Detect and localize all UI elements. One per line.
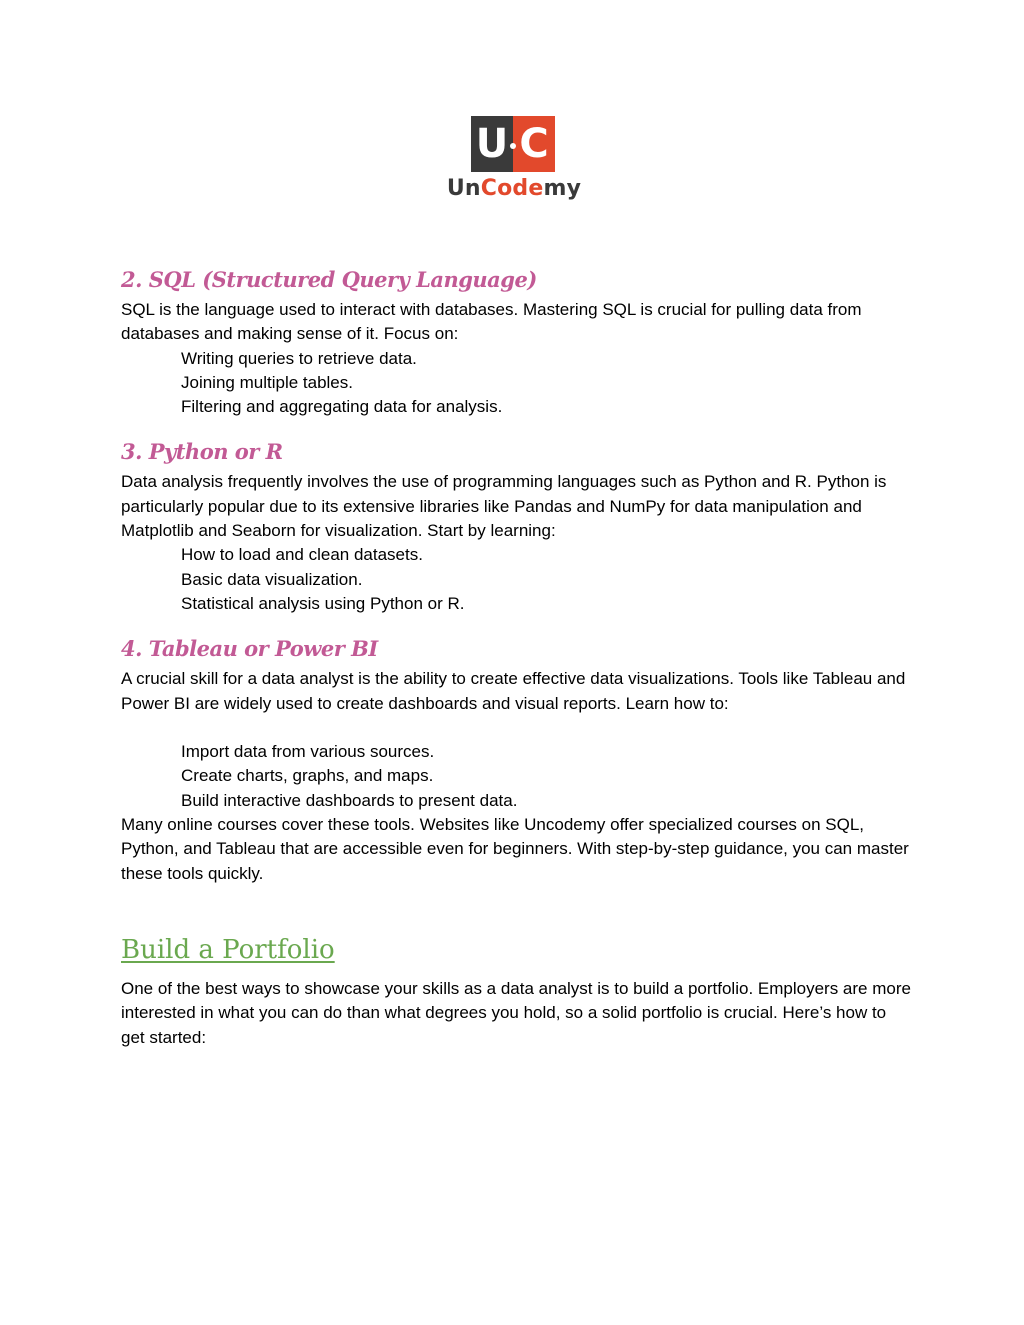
document-content — [121, 262, 911, 1050]
section-list-sql — [121, 347, 911, 420]
section-heading-tableau: 4. Tableau or Power BI — [121, 636, 378, 662]
section-python — [121, 434, 911, 616]
section-sql — [121, 262, 911, 419]
logo-wordmark: UnCodemy — [446, 176, 582, 201]
portfolio-heading: Build a Portfolio — [121, 934, 335, 965]
section-heading-python: 3. Python or R — [121, 439, 283, 465]
logo-letter-c: C — [519, 121, 549, 167]
section-tableau — [121, 631, 911, 886]
list-item: Build interactive dashboards to present data. — [181, 790, 518, 810]
logo-badge-right — [513, 116, 555, 172]
list-item: Create charts, graphs, and maps. — [181, 766, 434, 786]
section-intro-python: Data analysis frequently involves the use of programming languages such as Python and R. Python is particularly popular due to its extensive libraries like Pandas and NumPy for data manipulation and Matplotlib and Seaborn for visualization. Start by learning: — [121, 472, 887, 541]
list-item: Writing queries to retrieve data. — [181, 348, 417, 368]
portfolio-body: One of the best ways to showcase your skills as a data analyst is to build a portfolio. Employers are more interested in what you can do than what degrees you hold, so a solid portfolio is crucial. Here’s how to get started: — [121, 978, 911, 1047]
uncodemy-logo — [444, 116, 584, 208]
list-item: Basic data visualization. — [181, 569, 363, 589]
section-portfolio — [121, 931, 911, 1050]
list-item: How to load and clean datasets. — [181, 545, 423, 565]
logo-letter-u: U — [475, 121, 509, 167]
logo-badge-left — [471, 116, 513, 172]
list-item: Joining multiple tables. — [181, 372, 353, 392]
section-intro-tableau: A crucial skill for a data analyst is the ability to create effective data visualizations. Tools like Tableau and Power BI are widely used to create dashboards and visual reports. Learn how to: — [121, 669, 906, 713]
list-item: Filtering and aggregating data for analysis. — [181, 397, 503, 417]
section-list-python — [121, 543, 911, 616]
list-item: Import data from various sources. — [181, 742, 435, 762]
logo-dot — [510, 143, 516, 149]
section-heading-sql: 2. SQL (Structured Query Language) — [121, 267, 537, 292]
list-item: Statistical analysis using Python or R. — [181, 593, 465, 613]
section-list-tableau — [121, 740, 911, 813]
section-outro-tableau: Many online courses cover these tools. Websites like Uncodemy offer specialized courses on SQL, Python, and Tableau that are accessible even for beginners. With step-by-step guidance, you can master these tools quickly. — [121, 815, 909, 883]
section-intro-sql: SQL is the language used to interact with databases. Mastering SQL is crucial for pulling data from databases and making sense of it. Focus on: — [121, 300, 862, 344]
logo-badge — [471, 116, 555, 172]
